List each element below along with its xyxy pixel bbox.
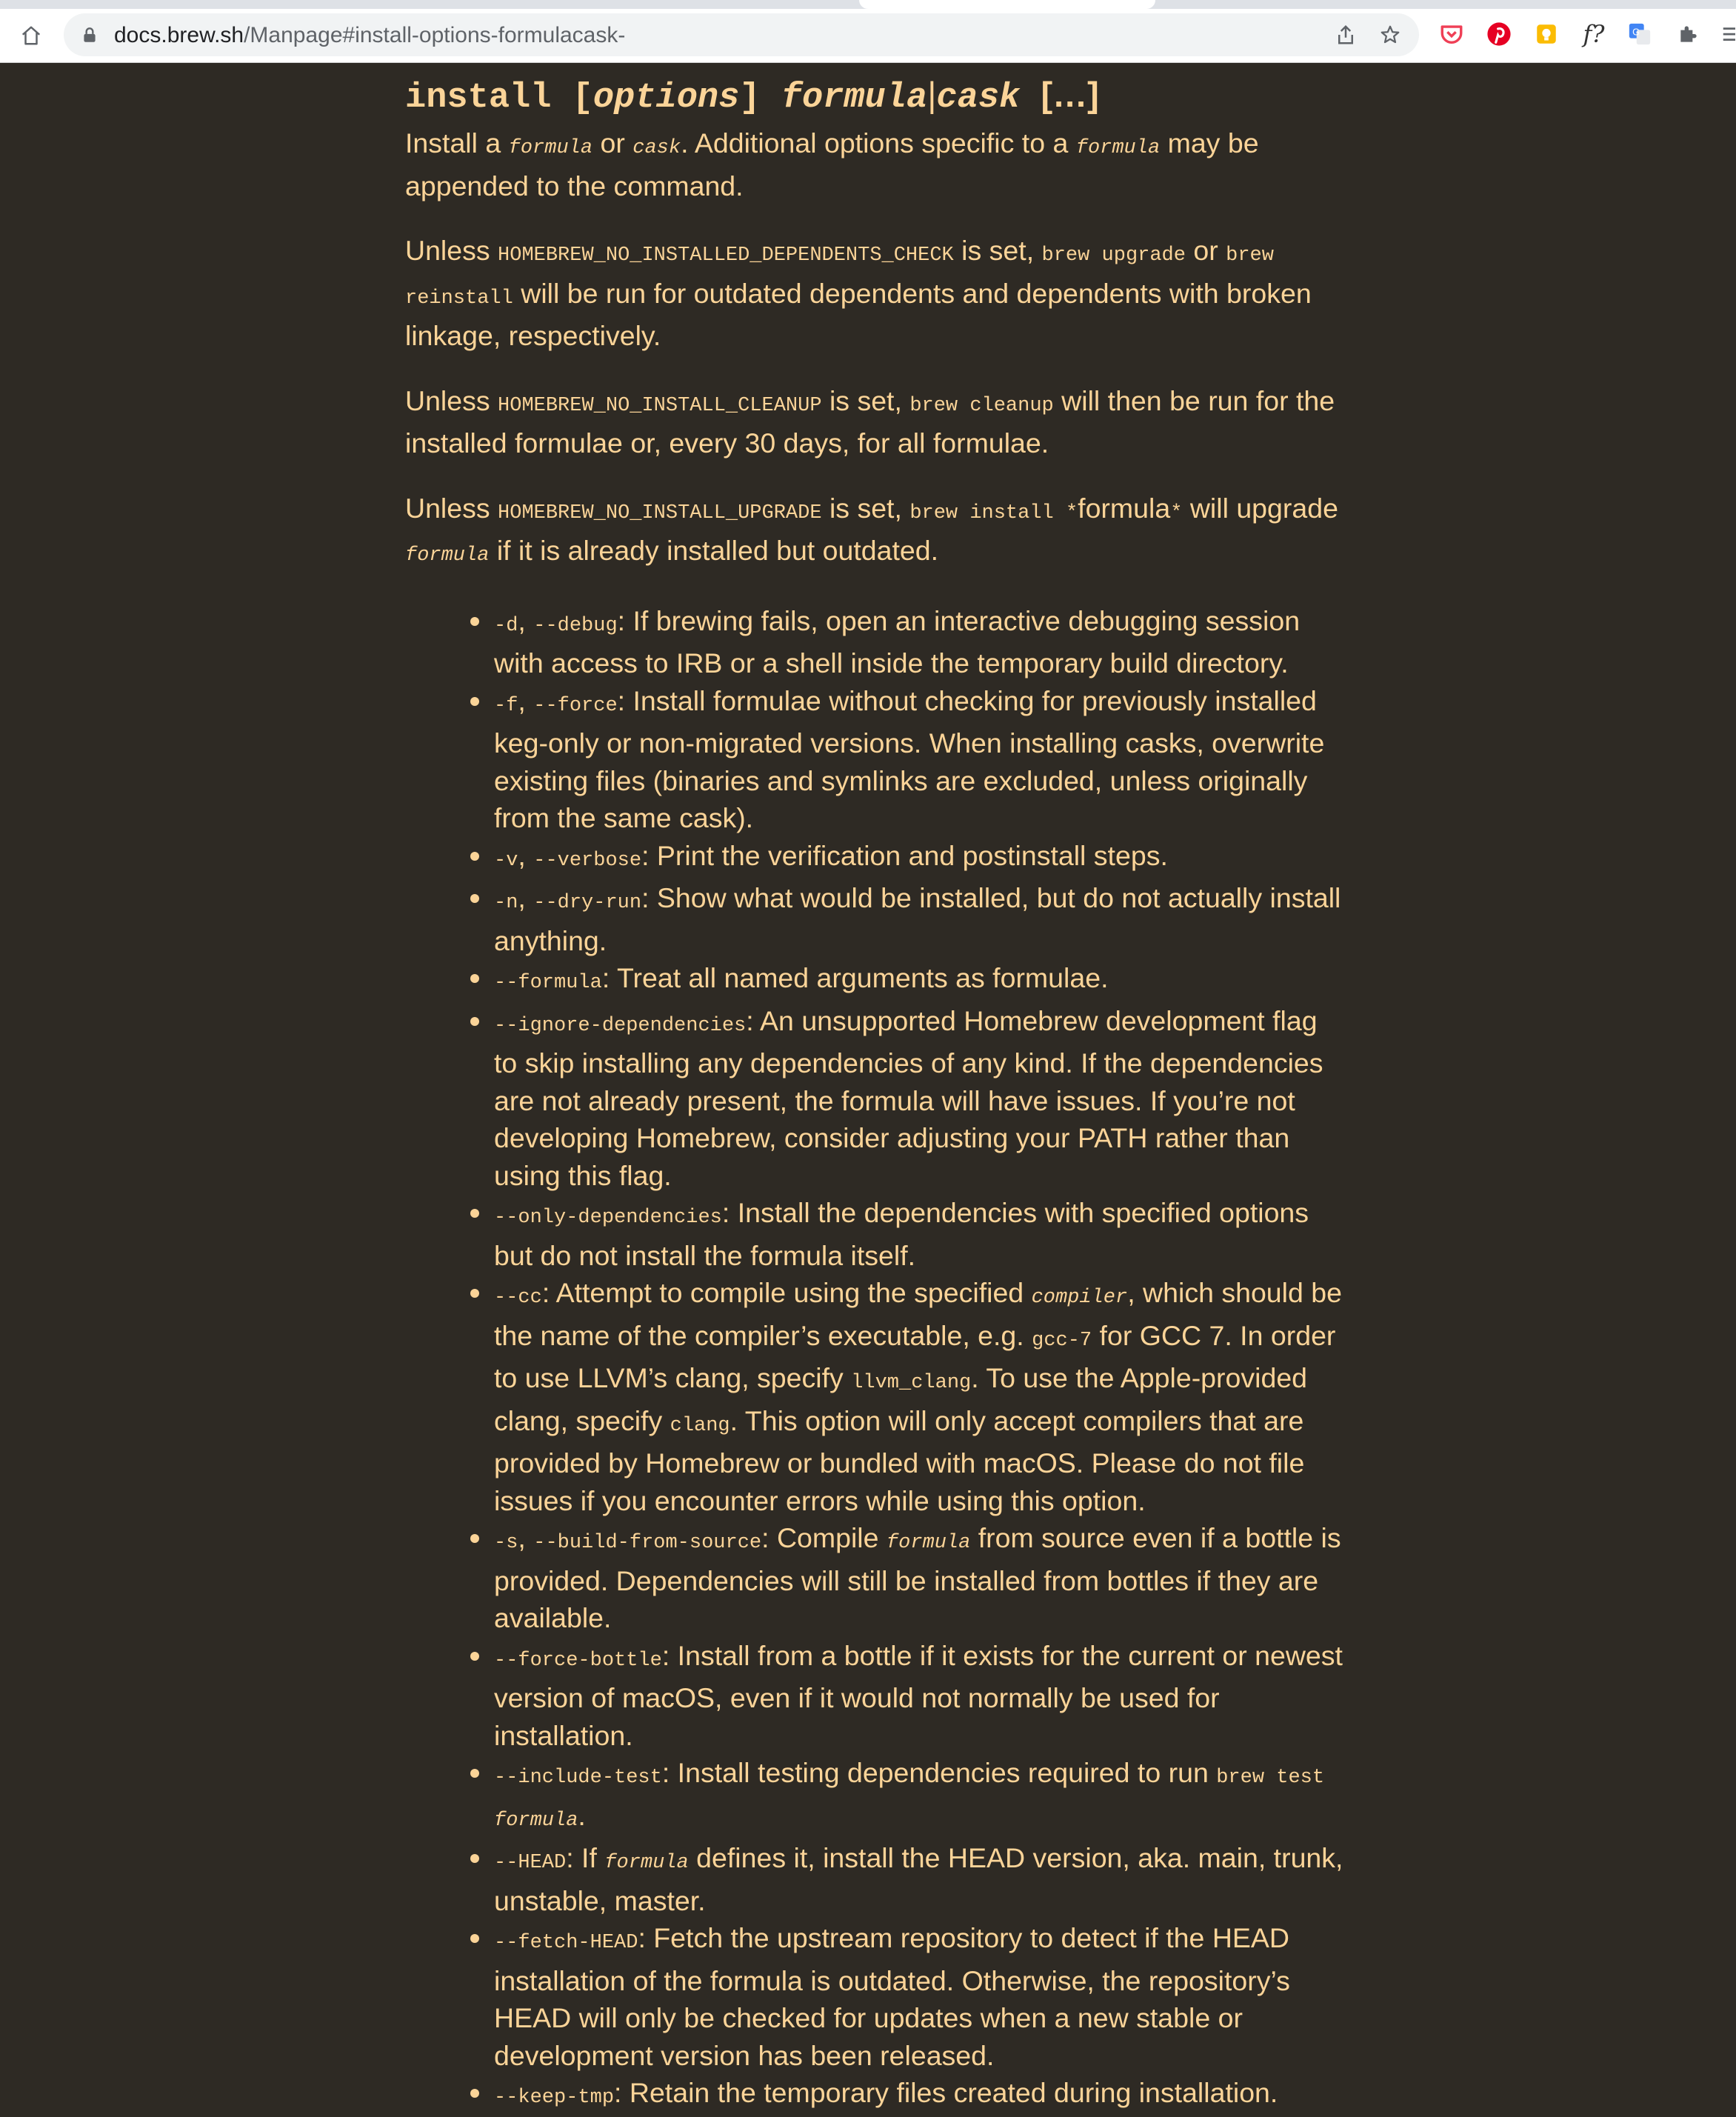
option-debug: -d, --debug: If brewing fails, open an interactive debugging session with access to IRB or a shell inside the temporary build directory. — [494, 602, 1346, 682]
bullet — [470, 974, 479, 983]
option-ignore-dependencies: --ignore-dependencies: An unsupported Homebrew development flag to skip installing any dependencies of any kind. If the dependencies are not already present, the formula will have issues. If you’re not developing Homebrew, consider adjusting your PATH rather than using this flag. — [494, 1002, 1346, 1195]
option-fetch-head: --fetch-HEAD: Fetch the upstream repository to detect if the HEAD installation of the formula is outdated. Otherwise, the repository’s HEAD will only be checked for updates when a new stable or development version has been released. — [494, 1919, 1346, 2074]
bullet — [470, 697, 479, 706]
intro-paragraph-2: Unless HOMEBREW_NO_INSTALLED_DEPENDENTS_CHECK is set, brew upgrade or brew reinstall will be run for outdated dependents and dependents with broken linkage, respectively. — [405, 235, 1312, 351]
option-only-dependencies: --only-dependencies: Install the dependencies with specified options but do not install the formula itself. — [494, 1194, 1346, 1274]
bullet — [470, 1769, 479, 1778]
pocket-icon[interactable] — [1438, 21, 1465, 47]
bullet — [470, 1289, 479, 1298]
bullet — [470, 852, 479, 861]
option-formula: --formula: Treat all named arguments as formulae. — [494, 959, 1346, 1002]
menu-icon[interactable] — [1720, 21, 1736, 47]
intro-paragraph-1: Install a formula or cask. Additional options specific to a formula may be appended to the command. — [405, 127, 1259, 201]
option-force: -f, --force: Install formulae without checking for previously installed keg-only or non-migrated versions. When installing casks, overwrite existing files (binaries and symlinks are excluded, unless originally from the same cask). — [494, 682, 1346, 837]
manpage-content — [405, 62, 1346, 2117]
intro-paragraph-3: Unless HOMEBREW_NO_INSTALL_CLEANUP is set, brew cleanup will then be run for the installed formulae or, every 30 days, for all formulae. — [405, 384, 1335, 459]
options-list — [405, 602, 1346, 2117]
browser-toolbar — [0, 0, 1736, 63]
option-dry-run: -n, --dry-run: Show what would be installed, but do not actually install anything. — [494, 879, 1346, 959]
option-build-from-source: -s, --build-from-source: Compile formula from source even if a bottle is provided. Dependencies will still be installed from bottles if they are available. — [494, 1519, 1346, 1637]
bullet — [470, 1854, 479, 1863]
option-force-bottle: --force-bottle: Install from a bottle if it exists for the current or newest version of macOS, even if it would not normally be used for installation. — [494, 1637, 1346, 1755]
install-heading: install [options] formula|cask […] — [405, 75, 1099, 118]
intro-paragraph-4: Unless HOMEBREW_NO_INSTALL_UPGRADE is set, brew install *formula* will upgrade formula if it is already installed but outdated. — [405, 492, 1338, 567]
bullet — [470, 1017, 479, 1026]
bullet — [470, 617, 479, 626]
address-bar[interactable] — [64, 13, 1419, 56]
option-cc: --cc: Attempt to compile using the specified compiler, which should be the name of the compiler’s executable, e.g. gcc-7 for GCC 7. In order to use LLVM’s clang, specify llvm_clang. To use the Apple-provided clang, specify clang. This option will only accept compilers that are provided by Homebrew or bundled with macOS. Please do not file issues if you encounter errors while using this option. — [494, 1274, 1346, 1519]
keep-icon[interactable] — [1533, 21, 1560, 47]
font-icon[interactable] — [1580, 21, 1607, 47]
bullet — [470, 1934, 479, 1943]
svg-text:G: G — [1632, 26, 1640, 38]
pinterest-icon[interactable] — [1486, 21, 1512, 47]
url-text[interactable]: docs.brew.sh/Manpage#install-options-formulacask- — [114, 23, 626, 47]
share-icon[interactable] — [1335, 24, 1357, 46]
font-ext-label: f? — [1583, 20, 1605, 48]
bullet — [470, 1209, 479, 1218]
option-head: --HEAD: If formula defines it, install the HEAD version, aka. main, trunk, unstable, master. — [494, 1839, 1346, 1919]
lock-icon[interactable] — [80, 25, 99, 44]
bullet — [470, 1652, 479, 1661]
option-include-test: --include-test: Install testing dependencies required to run brew test formula. — [494, 1754, 1346, 1839]
option-keep-tmp: --keep-tmp: Retain the temporary files created during installation. — [494, 2074, 1346, 2117]
active-tab[interactable] — [859, 0, 1155, 9]
translate-icon[interactable] — [1626, 21, 1653, 47]
bullet — [470, 2089, 479, 2098]
bullet — [470, 1534, 479, 1543]
option-verbose: -v, --verbose: Print the verification and postinstall steps. — [494, 837, 1346, 880]
extensions-icon[interactable] — [1675, 21, 1702, 47]
bullet — [470, 894, 479, 903]
home-icon[interactable] — [16, 21, 46, 50]
tab-strip — [0, 0, 1736, 9]
bookmark-star-icon[interactable] — [1379, 24, 1401, 46]
